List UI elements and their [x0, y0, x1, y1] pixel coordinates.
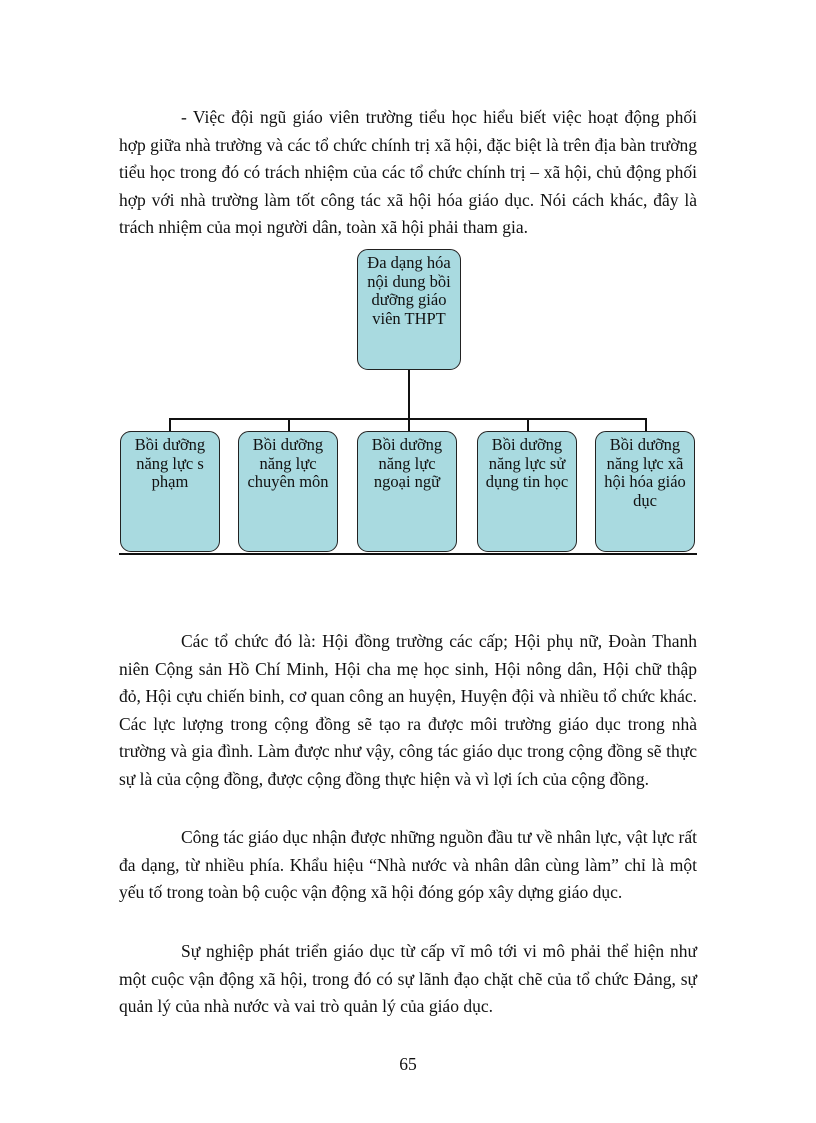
diagram-child-box-4: Bồi dưỡng năng lực sử dụng tin học: [477, 431, 577, 552]
diagram-child-box-1: Bồi dưỡng năng lực s phạm: [120, 431, 220, 552]
diagram-child-box-3: Bồi dưỡng năng lực ngoại ngữ: [357, 431, 457, 552]
diagram-root-box: Đa dạng hóa nội dung bồi dưỡng giáo viên THPT: [357, 249, 461, 370]
paragraph-2: Các tổ chức đó là: Hội đồng trường các cấp; Hội phụ nữ, Đoàn Thanh niên Cộng sản Hồ Chí Minh, Hội cha mẹ học sinh, Hội nông dân, Hội chữ thập đỏ, Hội cựu chiến binh, cơ quan công an huyện, Huyện đội và nhiều tổ chức khác. Các lực lượng trong cộng đồng sẽ tạo ra được môi trường giáo dục trong nhà trường và gia đình. Làm được như vậy, công tác giáo dục trong cộng đồng sẽ thực sự là của cộng đồng, được cộng đồng thực hiện và vì lợi ích của cộng đồng.: [119, 631, 697, 789]
connector-bar: [170, 418, 647, 420]
diagram-child-box-2: Bồi dưỡng năng lực chuyên môn: [238, 431, 338, 552]
paragraph-4: Sự nghiệp phát triển giáo dục từ cấp vĩ mô tới vi mô phải thể hiện như một cuộc vận động xã hội, trong đó có sự lãnh đạo chặt chẽ của tổ chức Đảng, sự quản lý của nhà nước và vai trò quản lý của giáo dục.: [119, 941, 697, 1016]
diagram-baseline: [119, 553, 697, 555]
connector-child-4: [527, 418, 529, 431]
connector-child-1: [169, 418, 171, 431]
paragraph-3: Công tác giáo dục nhận được những nguồn đầu tư về nhân lực, vật lực rất đa dạng, từ nhiều phía. Khẩu hiệu “Nhà nước và nhân dân cùng làm” chỉ là một yếu tố trong toàn bộ cuộc vận động xã hội đóng góp xây dựng giáo dục.: [119, 827, 697, 902]
page-number: 65: [399, 1054, 417, 1074]
connector-child-5: [645, 418, 647, 431]
connector-root: [408, 370, 410, 419]
diagram-child-box-5: Bồi dưỡng năng lực xã hội hóa giáo dục: [595, 431, 695, 552]
connector-child-3: [408, 418, 410, 431]
paragraph-1: - Việc đội ngũ giáo viên trường tiểu học hiểu biết việc hoạt động phối hợp giữa nhà trường và các tổ chức chính trị xã hội, đặc biệt là trên địa bàn trường tiểu học trong đó có trách nhiệm của các tổ chức chính trị – xã hội, chủ động phối hợp với nhà trường làm tốt công tác xã hội hóa giáo dục. Nói cách khác, đây là trách nhiệm của mọi người dân, toàn xã hội phải tham gia.: [119, 107, 697, 237]
connector-child-2: [288, 418, 290, 431]
